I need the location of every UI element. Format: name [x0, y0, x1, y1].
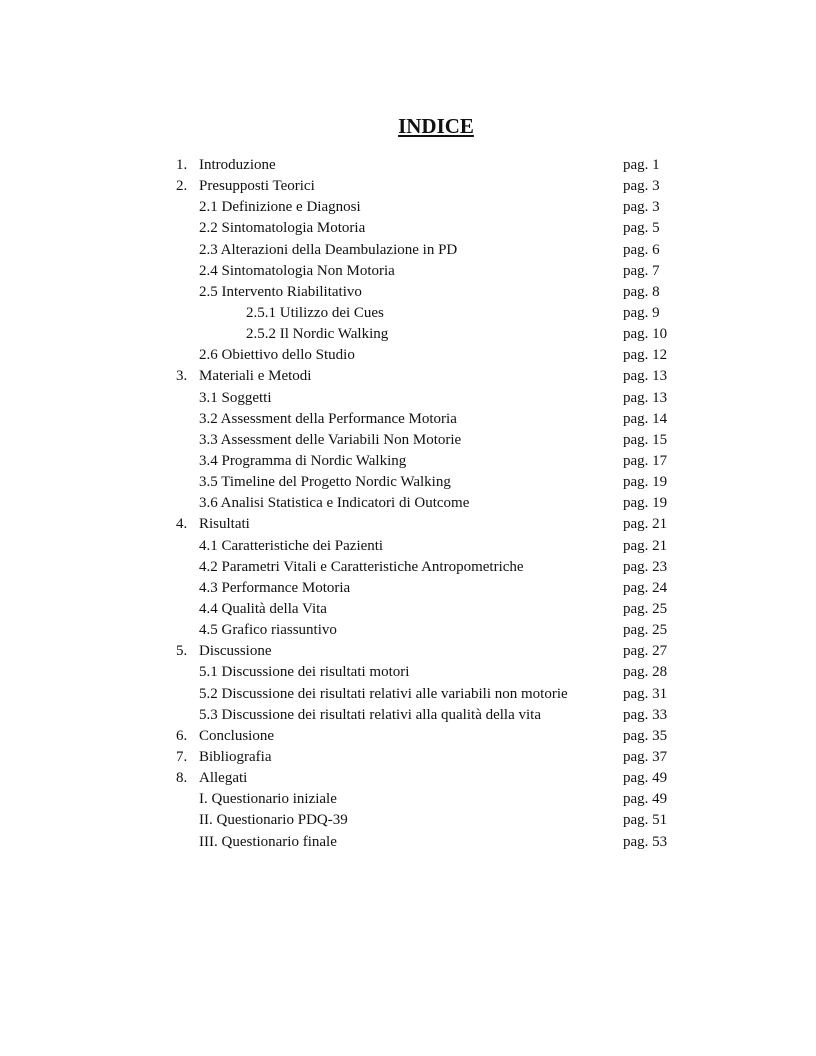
toc-entry-number: 5. — [176, 643, 188, 660]
toc-entry — [0, 282, 816, 303]
toc-entry-page: pag. 1 — [623, 157, 660, 173]
toc-entry-label: 3.4 Programma di Nordic Walking — [199, 452, 407, 469]
toc-entry-page: pag. 51 — [623, 812, 668, 829]
toc-entry — [0, 662, 816, 683]
toc-entry — [0, 747, 816, 768]
toc-entry-label: III. Questionario finale — [199, 833, 337, 850]
toc-entry-label: 3.6 Analisi Statistica e Indicatori di Outcome — [199, 495, 470, 512]
toc-entry-page: pag. 12 — [623, 347, 668, 364]
toc-entry-page: pag. 13 — [623, 389, 668, 406]
toc-entry-number: 8. — [176, 770, 188, 787]
toc-entry — [0, 620, 816, 641]
toc-entry-page: pag. 49 — [623, 791, 668, 808]
toc-entry-label: 5.3 Discussione dei risultati relativi alla qualità della vita — [199, 706, 541, 723]
toc-entry — [0, 599, 816, 620]
toc-entry-number: 2. — [176, 178, 188, 195]
toc-entry — [0, 451, 816, 472]
toc-entry-label: Bibliografia — [199, 748, 272, 765]
toc-entry-label: I. Questionario iniziale — [199, 791, 337, 808]
toc-entry-number: 3. — [176, 368, 188, 385]
toc-entry — [0, 197, 816, 218]
toc-entry — [0, 366, 816, 387]
toc-entry-page: pag. 3 — [623, 199, 660, 216]
toc-entry-label: II. Questionario PDQ-39 — [199, 812, 348, 829]
toc-entry-label: 4.1 Caratteristiche dei Pazienti — [199, 537, 384, 554]
toc-entry — [0, 578, 816, 599]
toc-entry-page: pag. 37 — [623, 748, 668, 765]
toc-entry — [0, 514, 816, 535]
toc-entry-page: pag. 5 — [623, 220, 660, 237]
toc-entry — [0, 430, 816, 451]
table-of-contents — [0, 155, 816, 853]
toc-entry-page: pag. 19 — [623, 495, 668, 512]
toc-entry-page: pag. 25 — [623, 622, 668, 639]
toc-entry-label: 3.5 Timeline del Progetto Nordic Walking — [199, 474, 451, 491]
toc-entry-label: 4.3 Performance Motoria — [199, 579, 351, 596]
toc-entry — [0, 768, 816, 789]
toc-entry — [0, 345, 816, 366]
toc-entry-page: pag. 14 — [623, 410, 668, 427]
toc-entry-page: pag. 17 — [623, 452, 668, 469]
toc-entry-label: Allegati — [199, 770, 248, 787]
toc-entry-number: 7. — [176, 748, 188, 765]
toc-entry — [0, 493, 816, 514]
toc-entry — [0, 409, 816, 430]
toc-entry — [0, 155, 816, 176]
toc-entry-label: 2.5.1 Utilizzo dei Cues — [246, 304, 384, 321]
toc-entry-page: pag. 25 — [623, 600, 668, 617]
toc-entry-page: pag. 8 — [623, 283, 660, 300]
toc-entry — [0, 176, 816, 197]
toc-entry-page: pag. 6 — [623, 241, 660, 258]
toc-entry-label: Introduzione — [199, 157, 276, 173]
page-title: INDICE — [398, 114, 474, 138]
toc-entry-label: 3.1 Soggetti — [199, 389, 272, 406]
toc-entry — [0, 832, 816, 853]
toc-entry-page: pag. 21 — [623, 516, 668, 533]
toc-entry-page: pag. 7 — [623, 262, 660, 279]
toc-entry-page: pag. 10 — [623, 326, 668, 343]
toc-entry-label: 2.5 Intervento Riabilitativo — [199, 283, 362, 300]
toc-entry-label: 2.3 Alterazioni della Deambulazione in PD — [199, 241, 458, 258]
toc-entry — [0, 218, 816, 239]
toc-entry-label: 2.6 Obiettivo dello Studio — [199, 347, 355, 364]
toc-entry-number: 4. — [176, 516, 188, 533]
toc-entry — [0, 324, 816, 345]
toc-entry-page: pag. 24 — [623, 579, 668, 596]
toc-entry-page: pag. 27 — [623, 643, 668, 660]
toc-entry-page: pag. 31 — [623, 685, 668, 702]
toc-entry-number: 1. — [176, 157, 188, 173]
toc-entry — [0, 726, 816, 747]
toc-entry-page: pag. 3 — [623, 178, 660, 195]
toc-entry — [0, 240, 816, 261]
toc-entry — [0, 472, 816, 493]
toc-entry-page: pag. 19 — [623, 474, 668, 491]
toc-entry-label: 5.2 Discussione dei risultati relativi alle variabili non motorie — [199, 685, 568, 702]
toc-entry-page: pag. 13 — [623, 368, 668, 385]
toc-entry-label: 2.5.2 Il Nordic Walking — [246, 326, 389, 343]
toc-entry-label: 3.2 Assessment della Performance Motoria — [199, 410, 457, 427]
toc-entry-label: 3.3 Assessment delle Variabili Non Motorie — [199, 431, 462, 448]
toc-entry — [0, 789, 816, 810]
toc-entry-label: 4.2 Parametri Vitali e Caratteristiche Antropometriche — [199, 558, 524, 575]
toc-entry — [0, 705, 816, 726]
toc-entry — [0, 810, 816, 831]
toc-entry-page: pag. 23 — [623, 558, 668, 575]
toc-entry-label: Materiali e Metodi — [199, 368, 312, 385]
toc-entry-label: 4.5 Grafico riassuntivo — [199, 622, 337, 639]
toc-entry-page: pag. 15 — [623, 431, 668, 448]
toc-entry-number: 6. — [176, 727, 188, 744]
toc-entry-label: Conclusione — [199, 727, 274, 744]
toc-entry — [0, 388, 816, 409]
toc-entry-label: 4.4 Qualità della Vita — [199, 600, 327, 617]
toc-entry-page: pag. 21 — [623, 537, 668, 554]
toc-entry — [0, 684, 816, 705]
toc-entry-label: 2.4 Sintomatologia Non Motoria — [199, 262, 395, 279]
toc-entry-page: pag. 53 — [623, 833, 668, 850]
toc-entry-label: Presupposti Teorici — [199, 178, 315, 195]
toc-entry-page: pag. 35 — [623, 727, 668, 744]
toc-entry-page: pag. 33 — [623, 706, 668, 723]
toc-entry-page: pag. 9 — [623, 304, 660, 321]
toc-entry — [0, 303, 816, 324]
toc-entry-label: 2.2 Sintomatologia Motoria — [199, 220, 366, 237]
toc-entry — [0, 557, 816, 578]
toc-entry-label: 5.1 Discussione dei risultati motori — [199, 664, 410, 681]
toc-entry — [0, 261, 816, 282]
toc-entry-label: 2.1 Definizione e Diagnosi — [199, 199, 361, 216]
toc-entry — [0, 536, 816, 557]
toc-entry-label: Discussione — [199, 643, 272, 660]
toc-entry — [0, 641, 816, 662]
toc-entry-page: pag. 49 — [623, 770, 668, 787]
toc-entry-page: pag. 28 — [623, 664, 668, 681]
toc-entry-label: Risultati — [199, 516, 250, 533]
